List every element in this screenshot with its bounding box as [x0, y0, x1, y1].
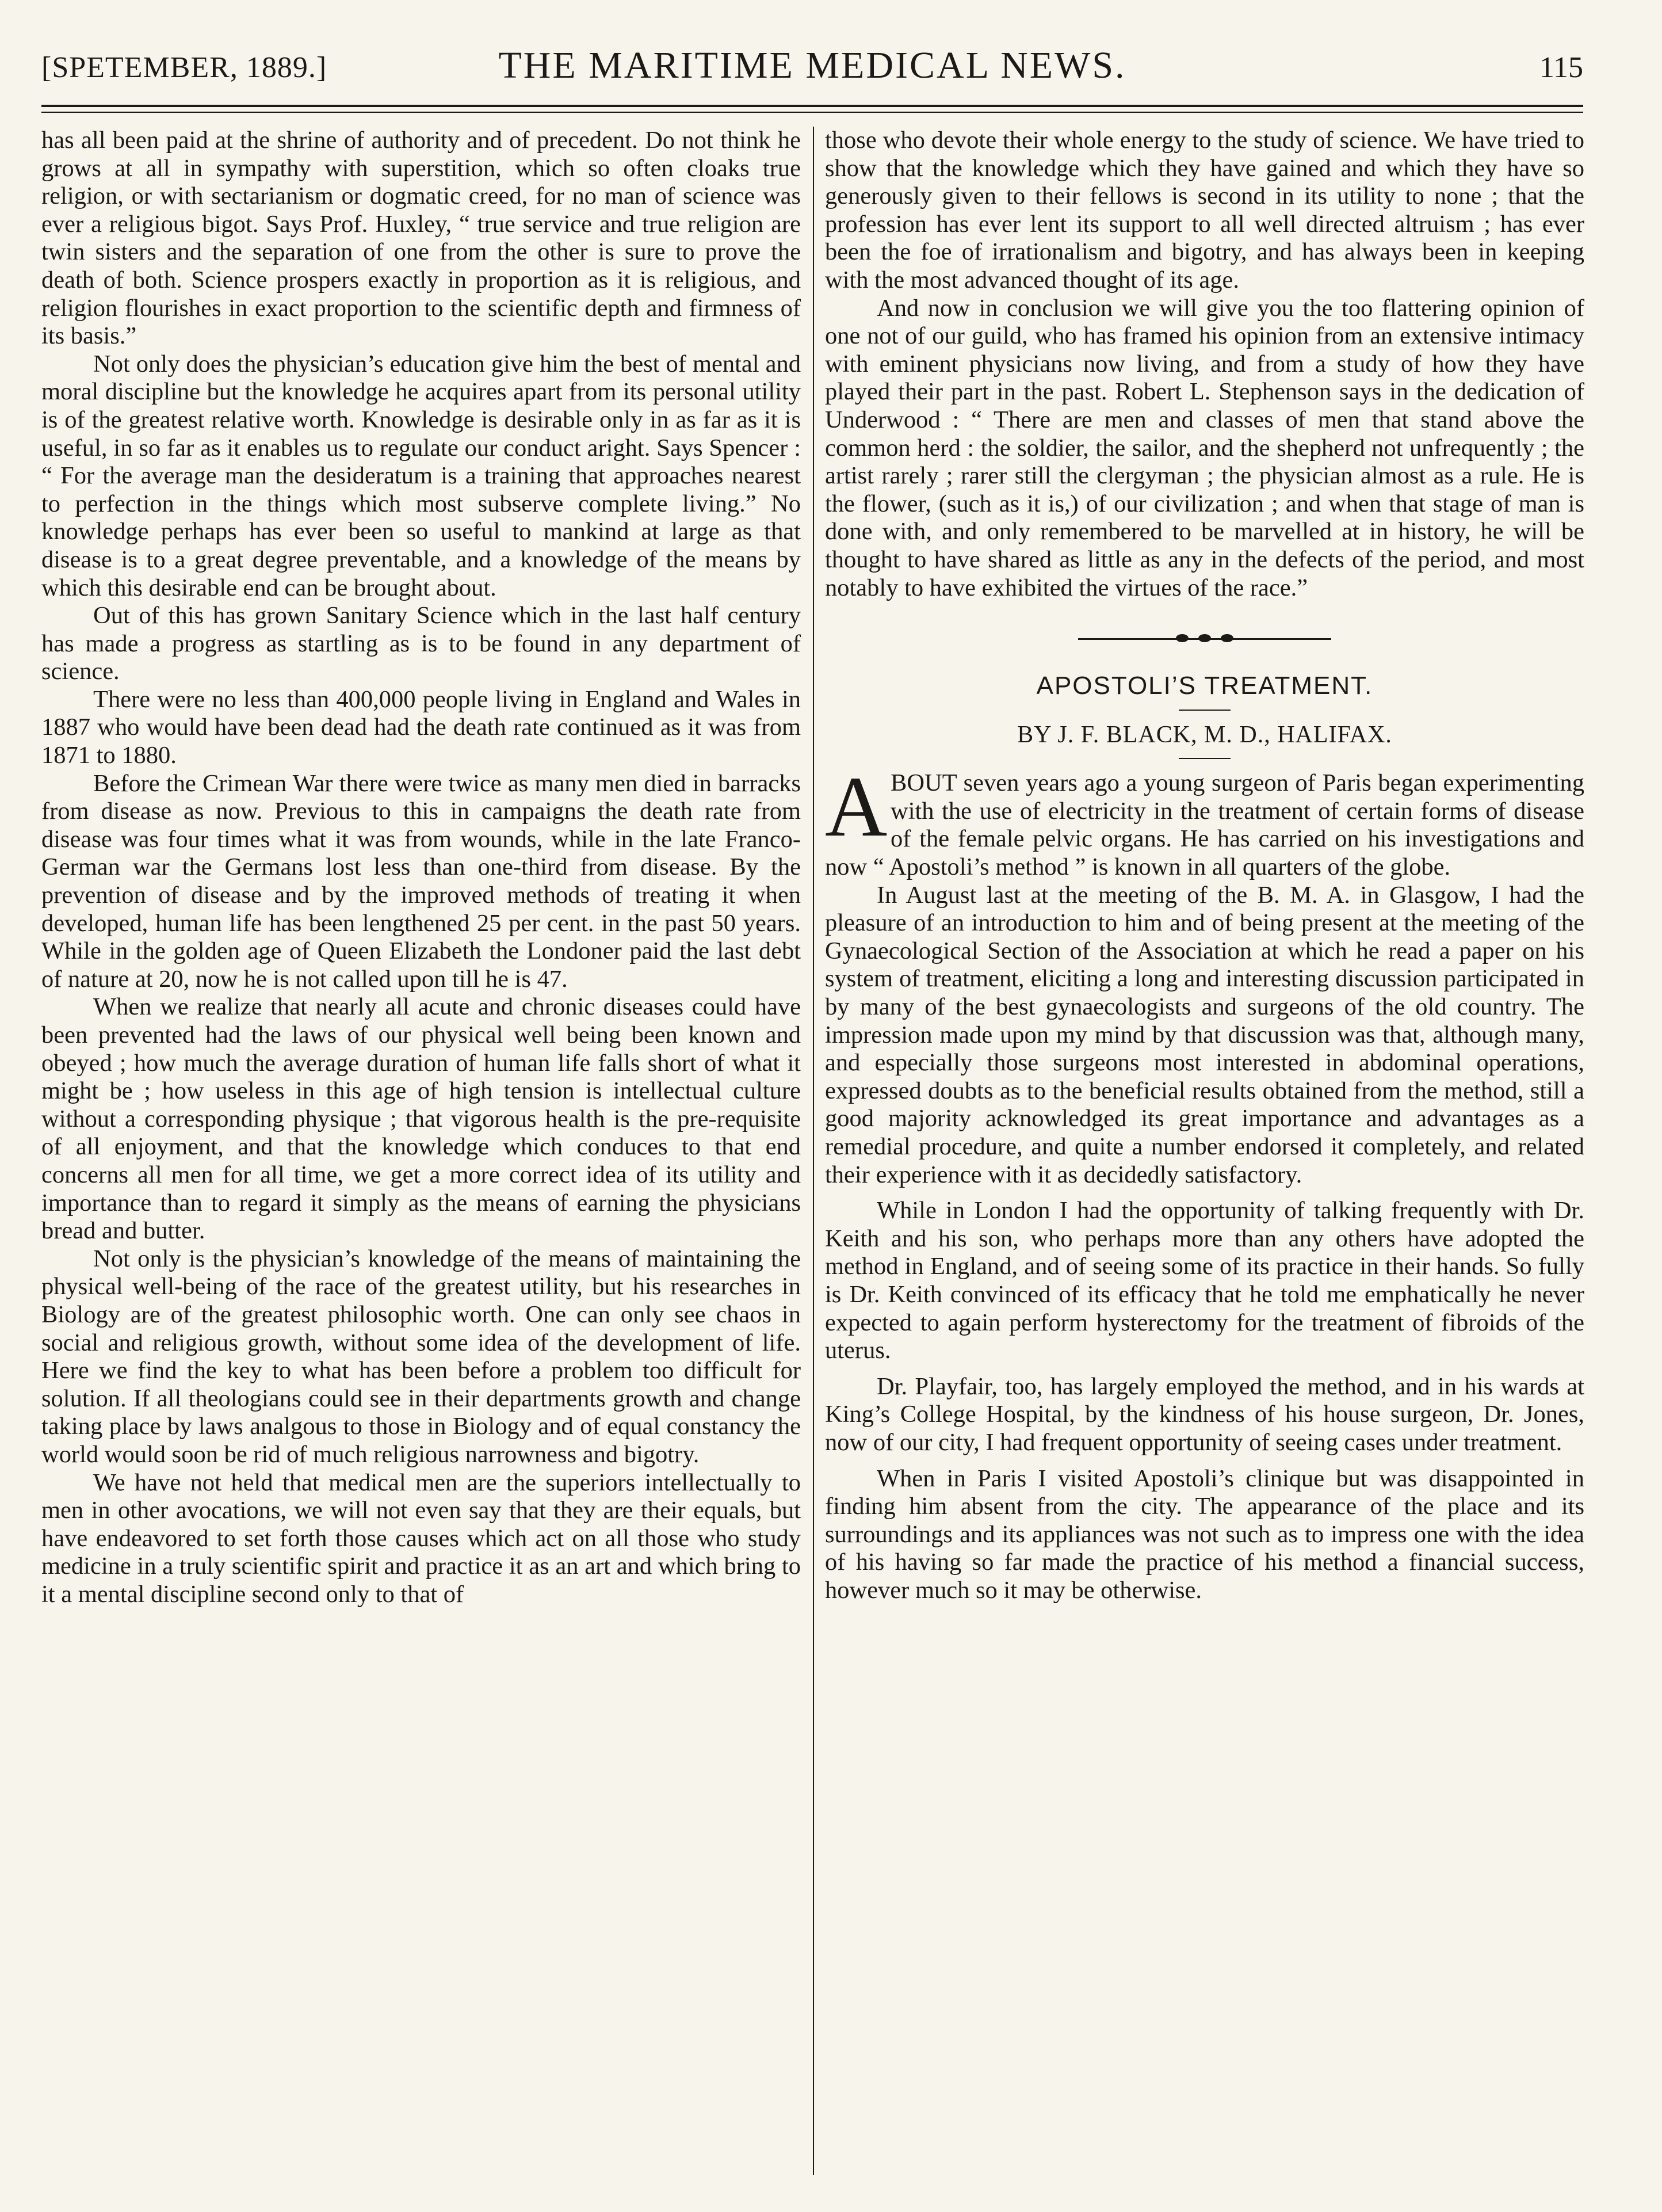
newspaper-page: [41, 40, 1583, 2181]
publication-title: THE MARITIME MEDICAL NEWS.: [498, 44, 1126, 86]
paragraph: When we realize that nearly all acute and chronic diseases could have been prevented had the laws of our physical well being been known and obeyed ; how much the average duration of human life falls short of what it might be ; how useless in this age of high tension is intellectual culture without a corresponding physique ; that vigorous health is the pre-requisite of all enjoyment, and that the knowledge which conduces to that end concerns all men for all time, we get a more correct idea of its utility and importance than to regard it simply as the means of earning the physicians bread and butter.: [41, 993, 801, 1245]
ornament-dot: [1198, 634, 1211, 642]
paragraph: And now in conclusion we will give you the too flattering opinion of one not of our guild, who has framed his opinion from an extensive intimacy with eminent physicians now living, and from a study of how they have played their part in the past. Robert L. Stephenson says in the dedication of Underwood : “ There are men and classes of men that stand above the common herd : the soldier, the sailor, and the shepherd not unfrequently ; the artist rarely ; rarer still the clergyman ; the physician almost as a rule. He is the flower, (such as it is,) of our civilization ; and when that stage of man is done with, and only remembered to be marvelled at in history, he will be thought to have shared as little as any in the defects of the period, and most notably to have exhibited the virtues of the race.”: [825, 294, 1584, 601]
paragraph: has all been paid at the shrine of authority and of precedent. Do not think he grows at all in sympathy with superstition, which so often cloaks true religion, or with sectarianism or dogmatic creed, for no man of science was ever a religious bigot. Says Prof. Huxley, “ true service and true religion are twin sisters and the separation of one from the other is sure to prove the death of both. Science prospers exactly in proportion as it is religious, and religion flourishes in exact proportion to the scientific depth and firmness of its basis.”: [41, 127, 801, 350]
page-number: 115: [1539, 51, 1583, 84]
paragraph-gap: [825, 1457, 1584, 1465]
paragraph: There were no less than 400,000 people living in England and Wales in 1887 who would have been dead had the death rate continued as it was from 1871 to 1880.: [41, 685, 801, 769]
paragraph-gap: [825, 1365, 1584, 1373]
paragraph: While in London I had the opportunity of talking frequently with Dr. Keith and his son, who perhaps more than any others have adopted the method in England, and of seeing some of its practice in their hands. So fully is Dr. Keith convinced of its efficacy that he told me emphatically he never expected to again perform hysterectomy for the treatment of fibroids of the uterus.: [825, 1197, 1584, 1364]
title-rule: [1179, 710, 1231, 711]
page-header: [41, 40, 1583, 105]
text-columns: [41, 127, 1583, 2175]
ornament-dot: [1176, 634, 1189, 642]
column-divider: [813, 127, 814, 2175]
header-rule-thick: [41, 105, 1583, 107]
article-title: APOSTOLI’S TREATMENT.: [1036, 672, 1373, 700]
left-column: [41, 127, 801, 1608]
paragraph: Out of this has grown Sanitary Science which in the last half century has made a progress as startling as is to be found in any department of science.: [41, 602, 801, 685]
paragraph: Not only does the physician’s education give him the best of mental and moral discipline but the knowledge he acquires apart from its personal utility is of the greatest relative worth. Knowledge is desirable only in as far as it is useful, in so far as it enables us to regulate our conduct aright. Says Spencer : “ For the average man the desideratum is a training that approaches nearest to perfection in the things which most subserve complete living.” No knowledge perhaps has ever been so useful to mankind at large as that disease is to a great degree preventable, and a knowledge of the means by which this desirable end can be brought about.: [41, 350, 801, 601]
paragraph: Before the Crimean War there were twice as many men died in barracks from disease as now. Previous to this in campaigns the death rate from disease was four times what it was from wounds, while in the late Franco-German war the Germans lost less than one-third from disease. By the prevention of disease and by the improved methods of treating it when developed, human life has been lengthened 25 per cent. in the past 50 years. While in the golden age of Queen Elizabeth the Londoner paid the last debt of nature at 20, now he is not called upon till he is 47.: [41, 769, 801, 993]
paragraph: Not only is the physician’s knowledge of the means of maintaining the physical well-being of the race of the greatest utility, but his researches in Biology are of the greatest philosophic worth. One can only see chaos in social and religious growth, without some idea of the development of life. Here we find the key to what has been before a problem too difficult for solution. If all theologians could see in their departments growth and change taking place by laws analgous to those in Biology and of equal constancy the world would soon be rid of much religious narrowness and bigotry.: [41, 1245, 801, 1468]
byline-rule: [1179, 758, 1231, 759]
paragraph: When in Paris I visited Apostoli’s clinique but was disappointed in finding him absent from the city. The appearance of the place and its surroundings and its appliances was not such as to impress one with the idea of his having so far made the practice of his method a financial success, however much so it may be otherwise.: [825, 1465, 1584, 1604]
ornament-dot: [1221, 634, 1233, 642]
right-column: [825, 127, 1584, 1605]
article-first-paragraph: [825, 759, 1584, 881]
paragraph: Dr. Playfair, too, has largely employed the method, and in his wards at King’s College Hospital, by the kindness of his house surgeon, Dr. Jones, now of our city, I had frequent opportunity of seeing cases under treatment.: [825, 1372, 1584, 1456]
drop-cap: A: [825, 759, 888, 855]
paragraph: We have not held that medical men are the superiors intellectually to men in other avocations, we will not even say that they are their equals, but have endeavored to set forth those causes which act on all those who study medicine in a truly scientific spirit and practice it as an art and which bring to it a mental discipline second only to that of: [41, 1469, 801, 1608]
issue-date: [SPETEMBER, 1889.]: [41, 51, 327, 84]
paragraph: In August last at the meeting of the B. M. A. in Glasgow, I had the pleasure of an introduction to him and of being present at the meeting of the Gynaecological Section of the Association at which he read a paper on his system of treatment, eliciting a long and interesting discussion participated in by many of the best gynaecologists and surgeons of the old country. The impression made upon my mind by that discussion was that, although many, and especially those surgeons most interested in abdominal operations, expressed doubts as to the beneficial results obtained from the method, still a good majority acknowledged its great importance and advantages as a remedial procedure, and quite a number endorsed it completely, and related their experience with it as decidedly satisfactory.: [825, 881, 1584, 1188]
section-ornament: [1078, 632, 1331, 646]
first-paragraph-text: BOUT seven years ago a young surgeon of Paris began experimenting with the use of electricity in the treatment of certain forms of disease of the female pelvic organs. He has carried on his investigations and now “ Apostoli’s method ” is known in all quarters of the globe.: [825, 769, 1584, 881]
paragraph: those who devote their whole energy to the study of science. We have tried to show that the knowledge which they have gained and which they have so generously given to their fellows is second in its utility to none ; that the profession has ever lent its support to all well directed altruism ; has ever been the foe of irrationalism and bigotry, and has always been in keeping with the most advanced thought of its age.: [825, 127, 1584, 293]
paragraph-gap: [825, 1189, 1584, 1197]
article-byline: BY J. F. BLACK, M. D., HALIFAX.: [1017, 721, 1392, 748]
header-rule-thin: [41, 112, 1583, 113]
